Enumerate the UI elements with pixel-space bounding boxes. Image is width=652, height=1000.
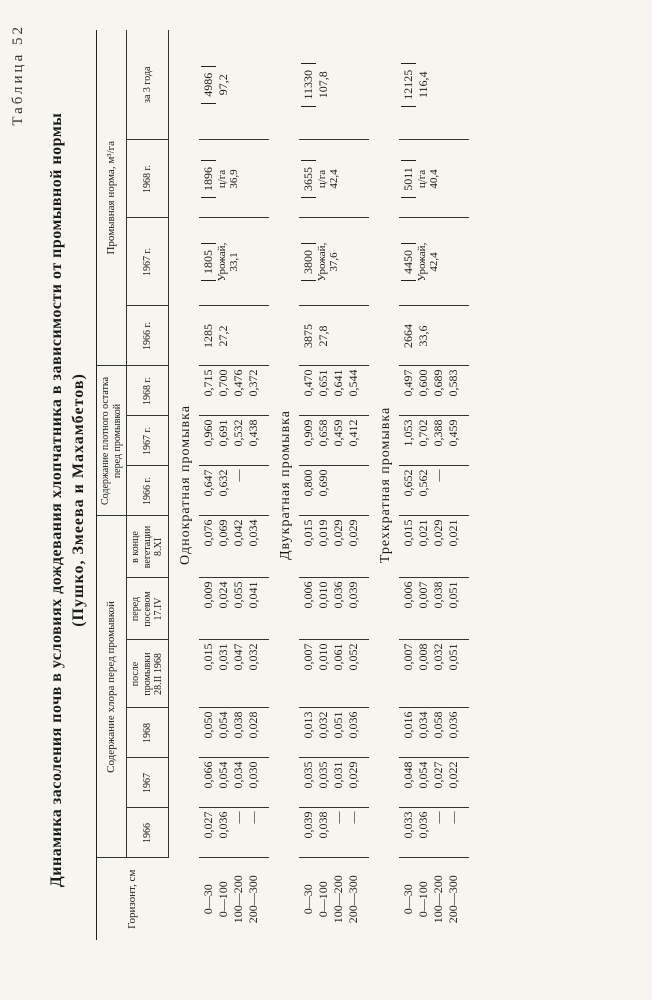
res-1967-cell <box>299 416 369 466</box>
cl-1966-header: 1966 <box>127 808 169 858</box>
after-wash-cell-value: 0,051 <box>445 643 460 671</box>
res-1966-cell <box>399 466 469 516</box>
horizon-cell-value: 200—300 <box>445 875 460 924</box>
before-sowing-cell-value: 0,006 <box>400 581 415 609</box>
res-1967-cell-value: 0,459 <box>330 419 345 447</box>
after-wash-header: после промывки 28.II 1968 <box>127 640 169 708</box>
before-sowing-cell-value: 0,007 <box>415 581 430 609</box>
res-1968-cell-value: 0,651 <box>315 369 330 397</box>
cl-1967-cell-value: 0,031 <box>330 761 345 789</box>
cl-1967-cell-value: 0,029 <box>345 761 360 789</box>
res-1968-cell-value: 0,641 <box>330 369 345 397</box>
norm-group-header: Промывная норма, м³/га <box>97 30 127 366</box>
norm-3yrs-value: 12125 <box>401 63 416 107</box>
res-1967-cell-value: 0,909 <box>300 419 315 447</box>
norm-1968-value: 5011 <box>401 160 416 198</box>
res-1967-cell-value: 0,412 <box>345 419 360 447</box>
yield-unit: ц/га <box>315 169 328 189</box>
res-1967-cell-value: 0,702 <box>415 419 430 447</box>
after-wash-cell-value: 0,052 <box>345 643 360 671</box>
section-row <box>369 30 399 940</box>
after-wash-cell-value: 0,061 <box>330 643 345 671</box>
norm-1968-cell <box>399 140 469 218</box>
norm-1966-cell <box>199 306 269 366</box>
cl-1968-cell-value: 0,034 <box>415 711 430 739</box>
table-body <box>168 30 469 940</box>
yield-1967-value: 33,1 <box>227 252 240 272</box>
yield-3yrs-value: 116,4 <box>415 71 430 99</box>
norm-1967-value: 3800 <box>301 243 316 281</box>
cl-1967-cell-value: 0,054 <box>415 761 430 789</box>
norm-3yrs-value: 11330 <box>301 63 316 107</box>
yield-label: Урожай, <box>315 242 328 282</box>
cl-1968-cell-value: 0,050 <box>200 711 215 739</box>
res-1966-cell-value: 0,647 <box>200 469 215 497</box>
res-1966-cell <box>199 466 269 516</box>
res-1967-cell-value: 1,053 <box>400 419 415 447</box>
horizon-cell <box>399 858 469 940</box>
norm-1966-cell <box>399 306 469 366</box>
res-1968-cell-value: 0,476 <box>230 369 245 397</box>
norm-3yrs-cell <box>399 30 469 140</box>
cl-1968-header: 1968 <box>127 708 169 758</box>
cl-1966-cell-value: — <box>445 811 460 824</box>
data-group-row <box>299 30 369 940</box>
horizon-cell-value: 100—200 <box>230 875 245 924</box>
norm-1968-value: 3655 <box>301 160 316 198</box>
norm-1967-cell <box>299 218 369 306</box>
chlorine-group-header: Содержание хлора перед промывкой <box>97 516 127 858</box>
res-1967-cell-value: 0,532 <box>230 419 245 447</box>
data-group-row <box>399 30 469 940</box>
cl-1968-cell-value: 0,028 <box>245 711 260 739</box>
before-sowing-cell-value: 0,041 <box>245 581 260 609</box>
section-row <box>269 30 299 940</box>
end-veg-cell-value: 0,019 <box>315 519 330 547</box>
before-sowing-cell <box>399 578 469 640</box>
norm-1966-header: 1966 г. <box>127 306 169 366</box>
cl-1968-cell-value: 0,016 <box>400 711 415 739</box>
end-veg-cell-value: 0,034 <box>245 519 260 547</box>
cl-1967-cell-value: 0,035 <box>315 761 330 789</box>
after-wash-cell-value: 0,032 <box>430 643 445 671</box>
yield-3yrs-value: 97,2 <box>215 74 230 96</box>
after-wash-cell-value: 0,047 <box>230 643 245 671</box>
norm-1968-cell <box>199 140 269 218</box>
cl-1968-cell-value: 0,032 <box>315 711 330 739</box>
section-row <box>168 30 199 940</box>
cl-1968-cell-value: 0,054 <box>215 711 230 739</box>
end-veg-cell <box>199 516 269 578</box>
after-wash-cell-value: 0,008 <box>415 643 430 671</box>
res-1966-cell-value: 0,652 <box>400 469 415 497</box>
cl-1966-cell-value: — <box>330 811 345 824</box>
before-sowing-cell-value: 0,010 <box>315 581 330 609</box>
after-wash-cell-value: 0,007 <box>300 643 315 671</box>
yield-1968-value: 40,4 <box>427 169 440 189</box>
horizon-cell-value: 200—300 <box>245 875 260 924</box>
end-veg-cell-value: 0,029 <box>330 519 345 547</box>
cl-1967-cell <box>399 758 469 808</box>
norm-3yrs-header: за 3 года <box>127 30 169 140</box>
cl-1967-header: 1967 <box>127 758 169 808</box>
horizon-cell-value: 0—30 <box>300 884 315 915</box>
cl-1968-cell-value: 0,036 <box>445 711 460 739</box>
cl-1968-cell <box>399 708 469 758</box>
yield-1966-value: 27,2 <box>215 325 230 347</box>
res-1967-cell <box>199 416 269 466</box>
cl-1968-cell-value: 0,036 <box>345 711 360 739</box>
end-veg-cell-value: 0,042 <box>230 519 245 547</box>
yield-unit: ц/га <box>215 169 228 189</box>
before-sowing-cell-value: 0,038 <box>430 581 445 609</box>
yield-1968-value: 36,9 <box>227 169 240 189</box>
data-table <box>96 30 469 940</box>
res-1966-cell-value: — <box>230 469 245 482</box>
horizon-cell-value: 0—30 <box>200 884 215 915</box>
res-1967-cell <box>399 416 469 466</box>
before-sowing-cell <box>299 578 369 640</box>
horizon-cell-value: 100—200 <box>330 875 345 924</box>
section-title: Трехкратная промывка <box>377 406 393 564</box>
cl-1966-cell-value: — <box>245 811 260 824</box>
yield-unit: ц/га <box>415 169 428 189</box>
norm-1968-value: 1896 <box>201 160 216 198</box>
norm-1968-header: 1968 г. <box>127 140 169 218</box>
cl-1966-cell-value: — <box>230 811 245 824</box>
end-veg-cell-value: 0,076 <box>200 519 215 547</box>
cl-1967-cell-value: 0,030 <box>245 761 260 789</box>
res-1968-cell-value: 0,544 <box>345 369 360 397</box>
residue-group-header: Содержание плотного остатка перед промывкой <box>97 366 127 516</box>
cl-1966-cell-value: 0,036 <box>215 811 230 839</box>
end-veg-cell-value: 0,021 <box>445 519 460 547</box>
cl-1967-cell-value: 0,034 <box>230 761 245 789</box>
res-1968-cell-value: 0,470 <box>300 369 315 397</box>
cl-1966-cell-value: 0,027 <box>200 811 215 839</box>
end-veg-cell-value: 0,015 <box>300 519 315 547</box>
before-sowing-cell-value: 0,039 <box>345 581 360 609</box>
horizon-header: Горизонт, см <box>97 858 169 940</box>
before-sowing-cell-value: 0,006 <box>300 581 315 609</box>
cl-1968-cell-value: 0,038 <box>230 711 245 739</box>
norm-3yrs-cell <box>299 30 369 140</box>
res-1968-cell-value: 0,715 <box>200 369 215 397</box>
res-1966-cell-value: 0,562 <box>415 469 430 497</box>
res-1968-header: 1968 г. <box>127 366 169 416</box>
cl-1966-cell-value: — <box>345 811 360 824</box>
res-1968-cell <box>399 366 469 416</box>
res-1967-header: 1967 г. <box>127 416 169 466</box>
res-1966-cell-value: 0,800 <box>300 469 315 497</box>
norm-1967-cell <box>399 218 469 306</box>
table-subtitle: (Пушко, Змеева и Махамбетов) <box>70 373 87 627</box>
yield-1967-value: 42,4 <box>427 252 440 272</box>
res-1968-cell-value: 0,600 <box>415 369 430 397</box>
res-1966-cell-value: 0,632 <box>215 469 230 497</box>
cl-1966-cell <box>199 808 269 858</box>
norm-1967-cell <box>199 218 269 306</box>
cl-1967-cell-value: 0,066 <box>200 761 215 789</box>
yield-1966-value: 27,8 <box>315 325 330 347</box>
cl-1966-cell-value: 0,036 <box>415 811 430 839</box>
cl-1966-cell <box>399 808 469 858</box>
cl-1967-cell <box>299 758 369 808</box>
yield-label: Урожай, <box>215 242 228 282</box>
table-title: Динамика засоления почв в условиях дождевания хлопчатника в зависимости от промывной нормы <box>48 112 65 888</box>
res-1968-cell <box>299 366 369 416</box>
yield-1967-value: 37,6 <box>327 252 340 272</box>
after-wash-cell <box>399 640 469 708</box>
after-wash-cell <box>199 640 269 708</box>
after-wash-cell-value: 0,015 <box>200 643 215 671</box>
cl-1967-cell-value: 0,035 <box>300 761 315 789</box>
norm-1967-value: 4450 <box>401 243 416 281</box>
norm-1968-cell <box>299 140 369 218</box>
res-1968-cell-value: 0,372 <box>245 369 260 397</box>
cl-1967-cell-value: 0,048 <box>400 761 415 789</box>
after-wash-cell-value: 0,031 <box>215 643 230 671</box>
end-veg-cell-value: 0,069 <box>215 519 230 547</box>
res-1968-cell-value: 0,497 <box>400 369 415 397</box>
horizon-cell <box>199 858 269 940</box>
table-number-label: Таблица 52 <box>10 24 26 126</box>
before-sowing-cell-value: 0,024 <box>215 581 230 609</box>
before-sowing-cell-value: 0,009 <box>200 581 215 609</box>
cl-1966-cell <box>299 808 369 858</box>
norm-1966-cell <box>299 306 369 366</box>
cl-1966-cell-value: 0,038 <box>315 811 330 839</box>
cl-1968-cell-value: 0,058 <box>430 711 445 739</box>
norm-1966-value: 2664 <box>400 324 415 348</box>
res-1967-cell-value: 0,388 <box>430 419 445 447</box>
res-1967-cell-value: 0,691 <box>215 419 230 447</box>
horizon-cell-value: 200—300 <box>345 875 360 924</box>
before-sowing-header: перед посевом 17.IV <box>127 578 169 640</box>
res-1968-cell-value: 0,583 <box>445 369 460 397</box>
section-title: Двукратная промывка <box>277 410 293 561</box>
before-sowing-cell <box>199 578 269 640</box>
cl-1966-cell-value: 0,033 <box>400 811 415 839</box>
horizon-cell <box>299 858 369 940</box>
yield-label: Урожай, <box>415 242 428 282</box>
end-veg-cell-value: 0,029 <box>430 519 445 547</box>
before-sowing-cell-value: 0,051 <box>445 581 460 609</box>
end-veg-header: в конце вегетации 8.XI <box>127 516 169 578</box>
horizon-cell-value: 0—30 <box>400 884 415 915</box>
norm-1967-value: 1805 <box>201 243 216 281</box>
before-sowing-cell-value: 0,036 <box>330 581 345 609</box>
data-group-row <box>199 30 269 940</box>
res-1968-cell-value: 0,700 <box>215 369 230 397</box>
yield-1968-value: 42,4 <box>327 169 340 189</box>
cl-1966-cell-value: — <box>430 811 445 824</box>
end-veg-cell-value: 0,015 <box>400 519 415 547</box>
res-1968-cell <box>199 366 269 416</box>
after-wash-cell-value: 0,007 <box>400 643 415 671</box>
horizon-cell-value: 0—100 <box>315 881 330 918</box>
cl-1968-cell <box>299 708 369 758</box>
cl-1967-cell <box>199 758 269 808</box>
horizon-cell-value: 0—100 <box>415 881 430 918</box>
res-1967-cell-value: 0,960 <box>200 419 215 447</box>
norm-1966-value: 1285 <box>200 324 215 348</box>
yield-1966-value: 33,6 <box>415 325 430 347</box>
res-1968-cell-value: 0,689 <box>430 369 445 397</box>
yield-3yrs-value: 107,8 <box>315 71 330 99</box>
norm-3yrs-cell <box>199 30 269 140</box>
end-veg-cell <box>299 516 369 578</box>
cl-1967-cell-value: 0,027 <box>430 761 445 789</box>
norm-1967-header: 1967 г. <box>127 218 169 306</box>
norm-3yrs-value: 4986 <box>201 66 216 104</box>
after-wash-cell <box>299 640 369 708</box>
cl-1968-cell-value: 0,013 <box>300 711 315 739</box>
cl-1966-cell-value: 0,039 <box>300 811 315 839</box>
res-1967-cell-value: 0,459 <box>445 419 460 447</box>
section-title: Однократная промывка <box>177 405 193 565</box>
res-1967-cell-value: 0,438 <box>245 419 260 447</box>
res-1966-cell-value: — <box>430 469 445 482</box>
end-veg-cell-value: 0,021 <box>415 519 430 547</box>
cl-1967-cell-value: 0,022 <box>445 761 460 789</box>
cl-1968-cell-value: 0,051 <box>330 711 345 739</box>
res-1966-cell-value: 0,690 <box>315 469 330 497</box>
res-1967-cell-value: 0,658 <box>315 419 330 447</box>
after-wash-cell-value: 0,010 <box>315 643 330 671</box>
res-1966-cell <box>299 466 369 516</box>
end-veg-cell-value: 0,029 <box>345 519 360 547</box>
horizon-cell-value: 100—200 <box>430 875 445 924</box>
before-sowing-cell-value: 0,055 <box>230 581 245 609</box>
horizon-cell-value: 0—100 <box>215 881 230 918</box>
cl-1967-cell-value: 0,054 <box>215 761 230 789</box>
res-1966-header: 1966 г. <box>127 466 169 516</box>
after-wash-cell-value: 0,032 <box>245 643 260 671</box>
cl-1968-cell <box>199 708 269 758</box>
norm-1966-value: 3875 <box>300 324 315 348</box>
end-veg-cell <box>399 516 469 578</box>
